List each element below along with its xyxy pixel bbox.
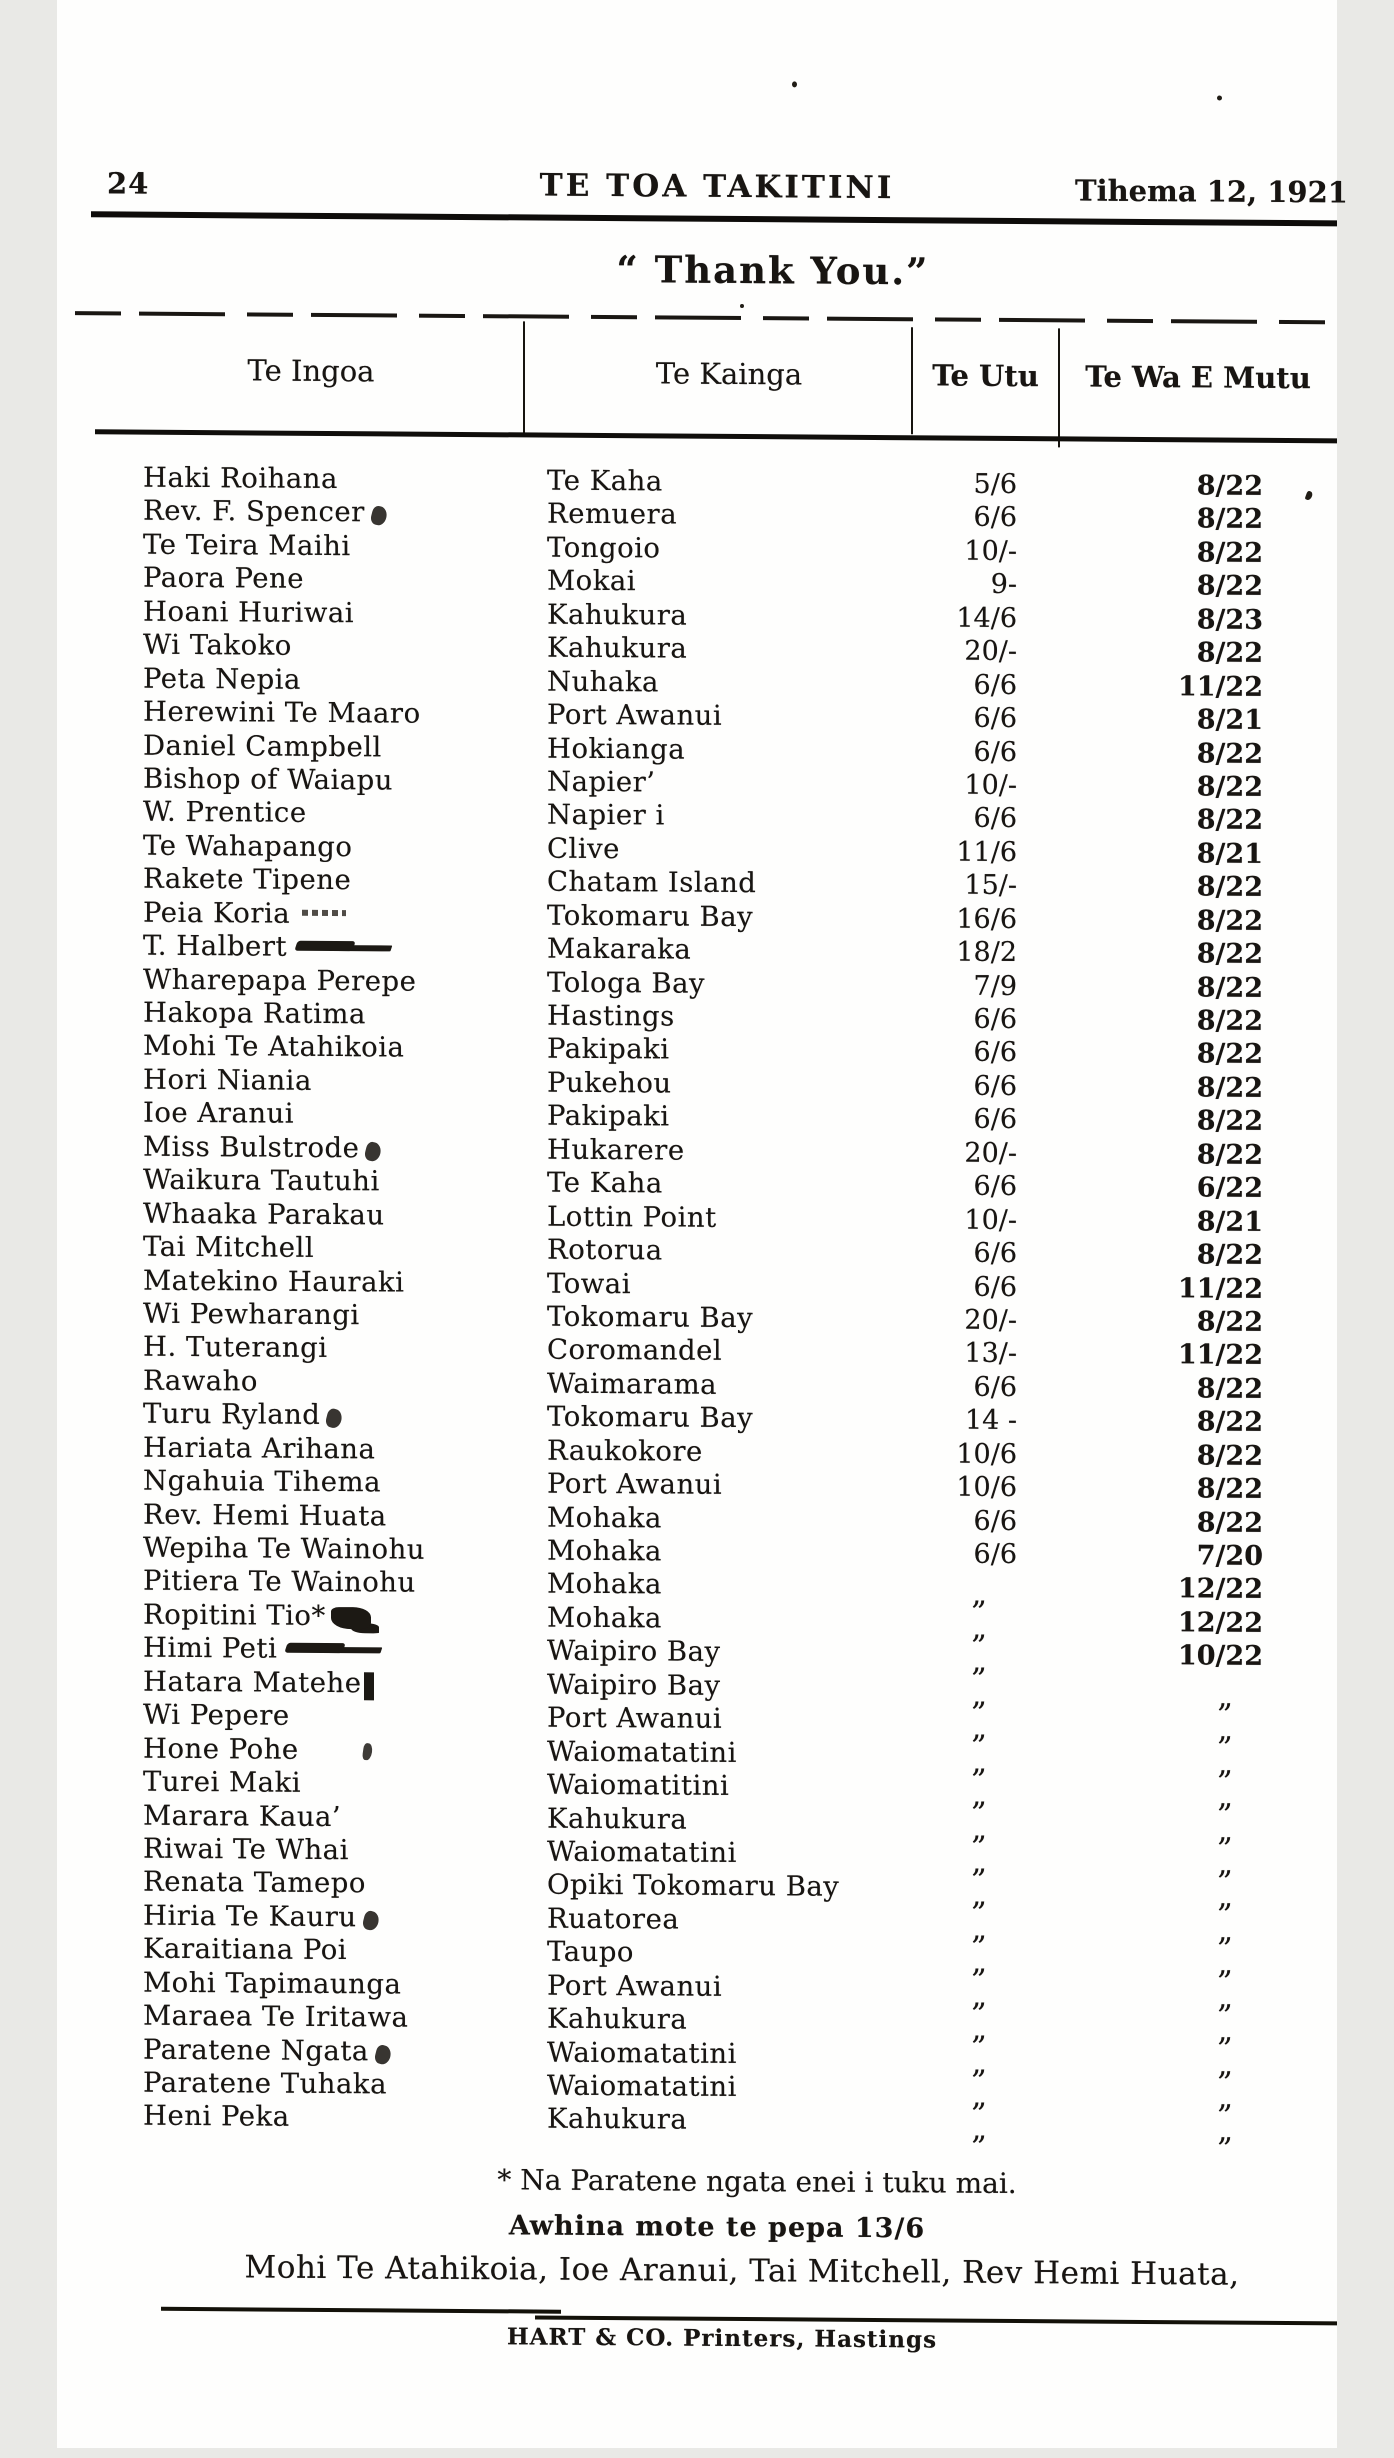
cell-mutu [1059, 1839, 1337, 1882]
column-header-te-wa-e-mutu: Te Wa E Mutu [1085, 359, 1311, 396]
cell-mutu: 8/22 [1196, 771, 1263, 803]
cell-name: Himi Peti [57, 1631, 525, 1669]
ditto-mark: „ [971, 1878, 987, 1914]
ink-smudge-mark [364, 1140, 383, 1162]
cell-utu: 6/6 [973, 736, 1017, 768]
cell-utu: 6/6 [973, 1104, 1017, 1136]
cell-place: Tongoio [547, 531, 661, 565]
cell-utu: 6/6 [973, 669, 1017, 701]
ink-speck [792, 81, 797, 87]
footnote-awhina: Awhina mote te pepa 13/6 [508, 2210, 926, 2245]
cell-mutu [1059, 1772, 1337, 1815]
ink-strike-mark [285, 1643, 346, 1653]
cell-mutu: 8/22 [1196, 1373, 1263, 1405]
cell-mutu: 8/22 [1196, 871, 1263, 904]
ink-smudge-mark [369, 505, 388, 527]
ditto-mark: „ [1217, 1980, 1233, 2016]
page-content [57, 0, 1348, 2457]
cell-place: Chatam Island [547, 865, 757, 900]
cell-place: Waimarama [547, 1367, 718, 1401]
ditto-mark: „ [971, 2112, 987, 2148]
cell-mutu [1059, 1906, 1337, 1949]
cell-place: Towai [547, 1267, 631, 1300]
column-header-te-utu: Te Utu [932, 358, 1039, 394]
cell-utu: 10/- [964, 1204, 1017, 1236]
cell-name: Wi Pewharangi [143, 1297, 360, 1332]
cell-name: Peia Koria [57, 896, 525, 933]
cell-name: Te Teira Maihi [143, 528, 351, 563]
footnote-paratene: * Na Paratene ngata enei i tuku mai. [497, 2163, 1017, 2201]
table-top-rule [75, 311, 1337, 324]
cell-place: Tokomaru Bay [547, 1400, 754, 1435]
cell-mutu: 8/22 [1196, 1473, 1263, 1505]
cell-mutu: 8/21 [1196, 1205, 1263, 1238]
cell-place: Coromandel [547, 1333, 723, 1368]
cell-mutu: 8/23 [1196, 604, 1263, 636]
cell-name: Rakete Tipene [143, 862, 352, 897]
cell-utu: 6/6 [973, 1003, 1017, 1036]
cell-utu: 6/6 [973, 1271, 1017, 1303]
page-number: 24 [107, 166, 150, 201]
ink-smudge-far-mark [362, 1742, 373, 1760]
cell-utu: 15/- [964, 869, 1017, 902]
ditto-mark: „ [1217, 1846, 1233, 1882]
cell-name: Peta Nepia [143, 662, 301, 696]
ditto-mark: „ [971, 1777, 987, 1813]
cell-name: Paratene Tuhaka [143, 2066, 387, 2101]
cell-name: Paratene Ngata [57, 2033, 525, 2071]
footnote-names: Mohi Te Atahikoia, Ioe Aranui, Tai Mitchell, Rev Hemi Huata, [244, 2249, 1240, 2293]
cell-name: Wharepapa Perepe [143, 963, 417, 998]
cell-utu: 14/6 [956, 602, 1017, 634]
ditto-mark: „ [971, 1710, 987, 1747]
ink-smudge-mark [361, 1909, 380, 1931]
cell-place: Port Awanui [547, 698, 723, 732]
cell-mutu: 11/22 [1177, 1272, 1263, 1305]
cell-utu: 10/- [964, 769, 1017, 801]
cell-name: Hoani Huriwai [143, 595, 355, 629]
cell-place: Waiomatatini [547, 1735, 737, 1769]
cell-name: Wi Takoko [143, 628, 292, 662]
cell-mutu: 12/22 [1177, 1573, 1263, 1606]
cell-place: Opiki Tokomaru Bay [547, 1868, 840, 1904]
cell-mutu: 8/22 [1196, 971, 1263, 1004]
cell-utu: 10/6 [956, 1438, 1017, 1470]
cell-place: Pakipaki [547, 1099, 670, 1133]
cell-name: Renata Tamepo [143, 1866, 366, 1900]
cell-name: Heni Peka [143, 2100, 290, 2134]
cell-place: Makaraka [547, 932, 692, 966]
ditto-mark: „ [971, 1978, 987, 2014]
cell-place: Hastings [547, 999, 675, 1033]
cell-name: Tai Mitchell [143, 1230, 315, 1264]
ditto-mark: „ [1217, 1879, 1233, 1915]
cell-utu: 11/6 [956, 836, 1017, 868]
cell-utu: 20/- [964, 635, 1017, 668]
ditto-mark: „ [971, 1944, 987, 1981]
cell-place: Pukehou [547, 1066, 672, 1100]
ditto-mark: „ [971, 1644, 987, 1680]
cell-place: Kahukura [547, 1802, 688, 1836]
cell-place: Mohaka [547, 1501, 662, 1534]
column-divider-2 [911, 327, 913, 434]
cell-place: Port Awanui [547, 1701, 723, 1736]
cell-place: Waiomatatini [547, 2036, 737, 2070]
footer-rule-left [161, 2307, 561, 2314]
cell-mutu: 8/22 [1196, 1105, 1263, 1138]
ditto-mark: „ [1217, 1913, 1233, 1949]
cell-place: Napier’ [547, 765, 656, 799]
cell-name: Paora Pene [143, 561, 305, 596]
cell-mutu: 8/22 [1196, 1139, 1263, 1171]
cell-mutu: 11/22 [1177, 670, 1263, 703]
cell-name: Waikura Tautuhi [143, 1163, 380, 1198]
cell-mutu: 8/22 [1196, 1072, 1263, 1104]
cell-name: Pitiera Te Wainohu [143, 1565, 416, 1600]
cell-place: Rotorua [547, 1233, 663, 1267]
ink-dots-mark [302, 910, 346, 916]
cell-name: Hatara Matehe [57, 1665, 525, 1703]
cell-mutu: 12/22 [1177, 1607, 1263, 1639]
cell-mutu: 6/22 [1196, 1172, 1263, 1205]
masthead-title: TE TOA TAKITINI [539, 167, 895, 207]
ditto-mark: „ [971, 1811, 987, 1847]
cell-place: Waiomatitini [547, 1768, 730, 1802]
ditto-mark: „ [1217, 2013, 1233, 2049]
ditto-mark: „ [1217, 1679, 1233, 1715]
cell-place: Port Awanui [547, 1467, 723, 1502]
table-rows [57, 461, 1337, 2150]
ditto-mark: „ [1217, 1946, 1233, 1982]
masthead-rule [91, 211, 1337, 226]
cell-name: Maraea Te Iritawa [143, 1999, 409, 2034]
ditto-mark: „ [971, 1610, 987, 1646]
cell-mutu [1059, 1806, 1337, 1849]
ditto-mark: „ [1217, 1712, 1233, 1748]
masthead-date-text: Tihema 12, 192 [1075, 173, 1328, 210]
article-title: “ Thank You.” [616, 247, 930, 294]
cell-mutu: 8/22 [1196, 1005, 1263, 1037]
ditto-mark: „ [971, 1577, 987, 1613]
cell-place: Kahukura [547, 2002, 688, 2036]
ditto-mark: „ [1217, 2047, 1233, 2083]
cell-utu: 6/6 [973, 803, 1017, 835]
cell-mutu: 8/22 [1196, 570, 1263, 603]
ditto-mark: „ [971, 2011, 987, 2047]
cell-mutu: 8/22 [1196, 1038, 1263, 1071]
cell-place: Waipiro Bay [547, 1668, 721, 1702]
cell-name: Rawaho [143, 1364, 258, 1398]
cell-name: Te Wahapango [143, 829, 353, 863]
cell-place: Te Kaha [547, 1166, 663, 1200]
cell-mutu: 8/22 [1196, 1440, 1263, 1472]
ditto-mark: „ [1217, 2080, 1233, 2116]
cell-utu: 20/- [964, 1137, 1017, 1169]
cell-mutu: 8/22 [1196, 905, 1263, 937]
cell-place: Waiomatatini [547, 1835, 737, 1869]
cell-name: W. Prentice [143, 796, 307, 830]
cell-mutu [1059, 1706, 1337, 1748]
cell-place: Tologa Bay [547, 966, 705, 1000]
cell-mutu: 8/22 [1196, 1506, 1263, 1539]
cell-place: Te Kaha [547, 464, 663, 498]
cell-mutu [1059, 1973, 1337, 2016]
cell-place: Nuhaka [547, 665, 659, 699]
cell-name: Hone Pohe [57, 1732, 525, 1770]
masthead-date-clipped-digit: 1 [1327, 175, 1348, 210]
cell-mutu: 7/20 [1196, 1540, 1263, 1572]
cell-place: Waipiro Bay [547, 1634, 721, 1669]
ink-speck [740, 304, 744, 308]
cell-name: Hariata Arihana [143, 1431, 376, 1466]
ink-smudge-mark [325, 1408, 344, 1430]
cell-mutu: 8/22 [1196, 637, 1263, 670]
cell-place: Hukarere [547, 1133, 685, 1167]
cell-mutu: 10/22 [1177, 1640, 1263, 1673]
ditto-mark: „ [1217, 1813, 1233, 1849]
cell-name: Ngahuia Tihema [143, 1464, 382, 1499]
cell-place: Taupo [547, 1935, 634, 1969]
cell-utu: 13/- [964, 1338, 1017, 1370]
cell-place: Pakipaki [547, 1033, 670, 1066]
cell-mutu [1059, 2107, 1337, 2150]
cell-place: Mokai [547, 564, 637, 598]
cell-name: Bishop of Waiapu [143, 762, 393, 797]
cell-name: Riwai Te Whai [143, 1832, 349, 1867]
cell-name: Karaitiana Poi [143, 1932, 348, 1967]
ditto-mark: „ [971, 1677, 987, 1713]
cell-mutu [1059, 1940, 1337, 1982]
ink-bar-mark [364, 1673, 374, 1701]
cell-name: Marara Kaua’ [143, 1799, 342, 1833]
cell-utu: 6/6 [973, 1037, 1017, 1069]
cell-name: Daniel Campbell [143, 729, 382, 763]
cell-mutu [1059, 1739, 1337, 1782]
cell-name: Wi Pepere [143, 1698, 290, 1732]
cell-utu: 20/- [964, 1304, 1017, 1336]
ink-strike-mark [294, 940, 355, 950]
cell-mutu: 11/22 [1177, 1339, 1263, 1372]
column-header-te-kainga: Te Kainga [655, 356, 803, 392]
table-header-rule [95, 429, 1337, 443]
cell-mutu: 8/21 [1196, 704, 1263, 736]
printer-imprint: HART & CO. Printers, Hastings [506, 2323, 938, 2354]
cell-place: Kahukura [547, 631, 688, 665]
column-divider-3 [1058, 328, 1060, 447]
cell-name: Mohi Tapimaunga [143, 1966, 402, 2001]
scanned-newspaper-page [57, 0, 1348, 2448]
cell-name: Whaaka Parakau [143, 1197, 385, 1232]
cell-utu: 6/6 [973, 1170, 1017, 1203]
ink-smudge-mark [373, 2043, 392, 2065]
cell-name: Turei Maki [143, 1765, 302, 1799]
cell-name: Matekino Hauraki [143, 1264, 405, 1299]
cell-mutu: 8/22 [1196, 1306, 1263, 1338]
cell-utu: 7/9 [973, 970, 1017, 1002]
cell-mutu: 8/22 [1196, 804, 1263, 837]
cell-utu: 6/6 [973, 1505, 1017, 1537]
ditto-mark: „ [971, 1844, 987, 1880]
cell-place: Tokomaru Bay [547, 899, 754, 933]
cell-utu: 6/6 [973, 1070, 1017, 1102]
cell-name: Hiria Te Kauru [57, 1899, 525, 1937]
cell-place: Port Awanui [547, 1969, 723, 2003]
cell-mutu: 8/22 [1196, 1239, 1263, 1271]
cell-mutu: 8/22 [1196, 938, 1263, 970]
ditto-mark: „ [971, 1744, 987, 1780]
cell-name: Rev. F. Spencer [57, 494, 525, 531]
cell-utu: 6/6 [973, 502, 1017, 534]
ditto-mark: „ [971, 2045, 987, 2081]
cell-mutu [1059, 1873, 1337, 1915]
cell-place: Lottin Point [547, 1200, 717, 1234]
cell-utu: 6/6 [973, 1237, 1017, 1270]
cell-utu [912, 1571, 1059, 1613]
cell-place: Hokianga [547, 732, 686, 766]
cell-place: Waiomatatini [547, 2069, 737, 2103]
ditto-mark: „ [1217, 2113, 1233, 2150]
cell-mutu [1059, 2006, 1337, 2049]
cell-name: Miss Bulstrode [57, 1130, 525, 1167]
cell-name: Ropitini Tio* [57, 1598, 525, 1636]
cell-utu: 14 - [964, 1404, 1017, 1437]
cell-place: Napier i [547, 798, 665, 832]
cell-mutu: 8/22 [1196, 1406, 1263, 1439]
cell-utu: 18/2 [956, 936, 1017, 969]
cell-name: T. Halbert [57, 929, 525, 966]
ink-smudge-lg-mark [331, 1607, 371, 1629]
cell-name: Hori Niania [143, 1063, 312, 1097]
cell-place: Clive [547, 832, 620, 865]
ditto-mark: „ [971, 1911, 987, 1947]
table-header-row [57, 352, 1337, 395]
cell-mutu: 8/22 [1196, 470, 1263, 502]
cell-place: Mohaka [547, 1601, 662, 1635]
masthead-date [1075, 173, 1348, 210]
cell-utu: 5/6 [973, 468, 1017, 501]
cell-utu: 10/- [964, 535, 1017, 567]
cell-place: Kahukura [547, 598, 688, 632]
cell-utu: 6/6 [973, 702, 1017, 735]
ditto-mark: „ [971, 2078, 987, 2114]
cell-utu: 16/6 [956, 903, 1017, 935]
cell-mutu: 8/22 [1196, 737, 1263, 770]
cell-mutu: 8/21 [1196, 838, 1263, 870]
cell-mutu: 8/22 [1196, 537, 1263, 569]
cell-name: Herewini Te Maaro [143, 695, 421, 730]
cell-name: Wepiha Te Wainohu [143, 1531, 426, 1566]
cell-mutu: 8/22 [1196, 503, 1263, 536]
cell-place: Tokomaru Bay [547, 1300, 754, 1335]
cell-name: Hakopa Ratima [143, 996, 366, 1031]
ditto-mark: „ [1217, 1779, 1233, 1815]
cell-place: Ruatorea [547, 1902, 680, 1936]
cell-name: Haki Roihana [143, 461, 338, 496]
cell-name: Mohi Te Atahikoia [143, 1030, 405, 1064]
cell-name: Turu Ryland [57, 1397, 525, 1434]
cell-place: Mohaka [547, 1568, 662, 1601]
ink-speck [1217, 96, 1222, 101]
cell-utu: 10/6 [956, 1471, 1017, 1504]
cell-mutu [1059, 2073, 1337, 2116]
cell-place: Raukokore [547, 1434, 703, 1468]
cell-utu: 6/6 [973, 1371, 1017, 1403]
cell-place: Kahukura [547, 2103, 688, 2137]
cell-mutu [1059, 2040, 1337, 2083]
cell-place: Remuera [547, 498, 678, 531]
cell-place: Mohaka [547, 1534, 662, 1568]
cell-utu: 9- [990, 569, 1017, 601]
cell-name: H. Tuterangi [143, 1331, 328, 1365]
ditto-mark: „ [1217, 1746, 1233, 1782]
cell-utu: 6/6 [973, 1538, 1017, 1571]
column-divider-1 [523, 321, 525, 433]
cell-name: Rev. Hemi Huata [143, 1498, 387, 1532]
cell-name: Ioe Aranui [143, 1096, 295, 1131]
column-header-te-ingoa: Te Ingoa [247, 353, 375, 389]
cell-mutu [1059, 1672, 1337, 1715]
